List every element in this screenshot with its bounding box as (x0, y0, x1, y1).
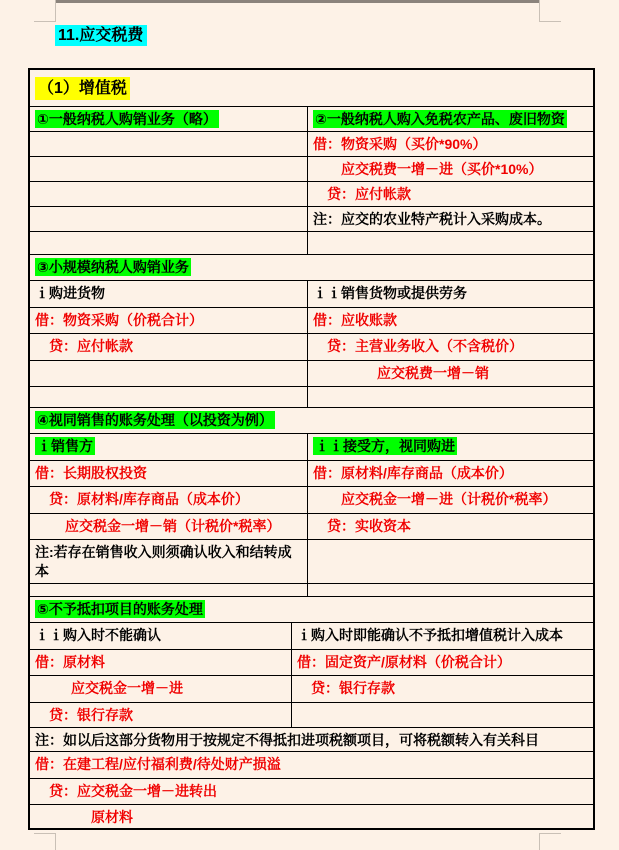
highlighted-text: ⑤不予抵扣项目的账务处理 (37, 601, 203, 617)
table-row (30, 622, 593, 649)
table-cell (308, 207, 593, 231)
cell-text: 贷：银行存款 (49, 707, 133, 723)
table-cell (30, 676, 292, 702)
table-row (30, 206, 593, 231)
cell-text: ｉ购进货物 (35, 285, 105, 301)
cell-text: 注：如以后这部分货物用于按规定不得抵扣进项税额项目，可将税额转入有关科目 (35, 732, 539, 748)
highlighted-text: ｉ销售方 (37, 438, 93, 454)
section-title (55, 26, 147, 46)
table-cell (308, 540, 593, 583)
table-cell (308, 132, 593, 156)
table-row (30, 596, 593, 622)
table-cell (308, 514, 593, 539)
table-cell (292, 623, 593, 649)
table-row (30, 433, 593, 460)
table-cell (30, 514, 308, 539)
table-cell (308, 308, 593, 333)
table-cell (30, 540, 308, 583)
table-row (30, 360, 593, 386)
cell-text: ｉｉ销售货物或提供劳务 (313, 285, 467, 301)
table-cell (308, 157, 593, 181)
table-cell (308, 182, 593, 206)
table-cell (30, 703, 292, 727)
table-cell (30, 334, 308, 360)
cell-text: 贷：银行存款 (311, 680, 395, 696)
table-cell (30, 487, 308, 513)
table-cell (30, 255, 593, 280)
table-row (30, 804, 593, 828)
table-cell (292, 703, 593, 727)
table-row (30, 649, 593, 675)
cell-text: 贷：主营业务收入（不含税价） (327, 338, 523, 354)
cell-text: 应交税费一增－销 (377, 365, 489, 381)
table-row (30, 106, 593, 131)
cell-text: 借：固定资产/原材料（价税合计） (297, 654, 511, 670)
table-cell (30, 584, 308, 596)
cell-text: 贷：应交税金一增－进转出 (49, 783, 217, 799)
cell-text: 原材料 (91, 809, 133, 825)
table-row (30, 751, 593, 778)
cell-text: 借：应收账款 (313, 312, 397, 328)
table-cell (30, 232, 308, 254)
section-title-text: 11.应交税费 (55, 25, 147, 46)
table-cell (30, 281, 308, 307)
table-cell (30, 132, 308, 156)
table-row (30, 702, 593, 727)
table-cell (308, 487, 593, 513)
cell-text: 贷：原材料/库存商品（成本价） (49, 491, 249, 507)
cell-text: 贷：应付帐款 (327, 186, 411, 202)
table-row (30, 486, 593, 513)
cell-text: 贷：实收资本 (327, 518, 411, 534)
vat-accounting-table (28, 68, 595, 830)
table-cell (30, 752, 593, 778)
table-cell (30, 728, 593, 751)
page-top-boundary-line (55, 0, 539, 3)
table-cell (30, 461, 308, 486)
cell-text: 借：在建工程/应付福利费/待处财产损溢 (35, 756, 281, 772)
cell-text: 借：原材料/库存商品（成本价） (313, 465, 513, 481)
table-cell (308, 281, 593, 307)
highlighted-text: ④视同销售的账务处理（以投资为例） (37, 412, 273, 428)
table-row (30, 583, 593, 596)
table-row (30, 727, 593, 751)
table-row (30, 539, 593, 583)
table-cell (30, 650, 292, 675)
table-cell (308, 107, 593, 131)
table-cell (30, 70, 593, 106)
table-cell (30, 805, 593, 828)
table-row (30, 407, 593, 433)
highlighted-text: ③小规模纳税人购销业务 (37, 259, 189, 275)
table-row (30, 778, 593, 804)
table-row (30, 231, 593, 254)
cell-text: 借：物资采购（价税合计） (35, 312, 203, 328)
margin-mark-top-right (539, 0, 561, 22)
table-row (30, 460, 593, 486)
table-cell (30, 308, 308, 333)
cell-text: 应交税金一增－进 (71, 680, 183, 696)
highlighted-text: ②一般纳税人购入免税农产品、废旧物资 (315, 111, 565, 127)
table-cell (30, 434, 308, 460)
table-cell (30, 157, 308, 181)
cell-text: 注:若存在销售收入则须确认收入和结转成本 (35, 544, 292, 579)
table-header-row (30, 70, 593, 106)
table-cell (30, 779, 593, 804)
table-row (30, 386, 593, 407)
margin-mark-bottom-left (34, 833, 56, 850)
table-row (30, 307, 593, 333)
table-cell (30, 387, 308, 407)
margin-mark-top-left (34, 0, 56, 22)
cell-text: 应交税金一增－销（计税价*税率） (65, 518, 281, 534)
table-cell (30, 182, 308, 206)
table-row (30, 181, 593, 206)
cell-text: 借：原材料 (35, 654, 105, 670)
cell-text: 应交税金一增－进（计税价*税率） (341, 491, 557, 507)
table-row (30, 131, 593, 156)
table-row (30, 280, 593, 307)
table-cell (308, 434, 593, 460)
table-cell (30, 361, 308, 386)
table-cell (30, 597, 593, 622)
table-cell (292, 676, 593, 702)
cell-text: 应交税费一增－进（买价*10%） (341, 161, 543, 177)
table-cell (308, 584, 593, 596)
cell-text: 注：应交的农业特产税计入采购成本。 (313, 211, 551, 227)
cell-text: ｉｉ购入时不能确认 (35, 627, 161, 643)
table-cell (30, 207, 308, 231)
cell-text: 贷：应付帐款 (49, 338, 133, 354)
table-row (30, 254, 593, 280)
margin-mark-bottom-right (539, 833, 561, 850)
table-cell (308, 461, 593, 486)
table-cell (30, 623, 292, 649)
highlighted-text: ①一般纳税人购销业务（略） (37, 111, 217, 127)
table-row (30, 333, 593, 360)
table-row (30, 156, 593, 181)
table-row (30, 675, 593, 702)
highlighted-text: （1）增值税 (35, 77, 130, 100)
table-cell (292, 650, 593, 675)
table-cell (30, 107, 308, 131)
table-cell (30, 408, 593, 433)
table-cell (308, 232, 593, 254)
table-cell (308, 361, 593, 386)
cell-text: 借：长期股权投资 (35, 465, 147, 481)
table-row (30, 513, 593, 539)
cell-text: ｉ购入时即能确认不予抵扣增值税计入成本 (297, 627, 563, 643)
table-cell (308, 334, 593, 360)
cell-text: 借：物资采购（买价*90%） (313, 136, 487, 152)
table-cell (308, 387, 593, 407)
highlighted-text: ｉｉ接受方，视同购进 (315, 438, 455, 454)
